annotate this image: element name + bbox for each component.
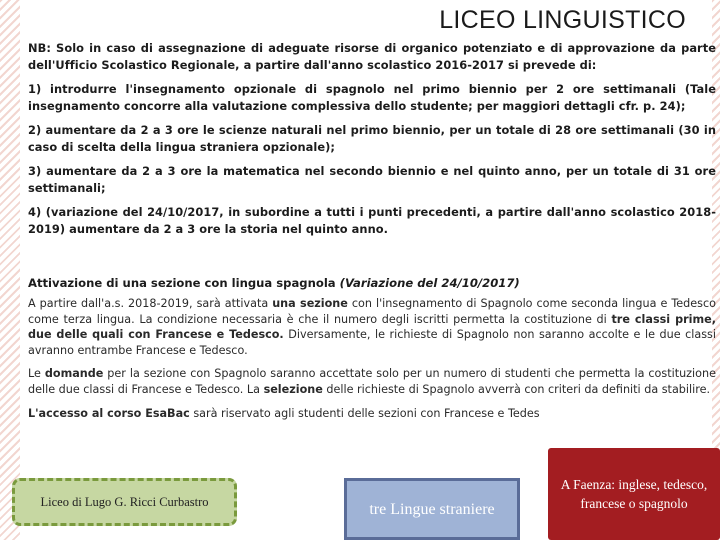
text-run: Diversamente, le richieste di Spagnolo non saranno accolte e le due classi avranno entrambe Francese e Tedesco. — [28, 328, 716, 357]
nb-item-4: 4) (variazione del 24/10/2017, in subordine a tutti i punti precedenti, a partire dall'anno scolastico 2018-2019) aumentare da 2 a 3 ore la storia nel quinto anno. — [28, 205, 716, 236]
text-run: A partire dall'a.s. 2018-2019, sarà attivata — [28, 297, 273, 310]
slide-title: LICEO LINGUISTICO — [439, 6, 686, 34]
document-scan — [28, 40, 716, 429]
lugo-school-box: Liceo di Lugo G. Ricci Curbastro — [12, 478, 237, 526]
text-run: con l'insegnamento di Spagnolo come seconda lingua e Tedesco come terza lingua. La condizione necessaria è che il numero degli iscritti permetta la costituzione di — [28, 297, 716, 326]
text-run: per la sezione con Spagnolo saranno accettate solo per un numero di studenti che permetta la costituzione delle due classi di Francese e Tedesco. La — [28, 367, 716, 396]
activation-paragraph-3 — [28, 406, 716, 422]
nb-item-2: 2) aumentare da 2 a 3 ore le scienze naturali nel primo biennio, per un totale di 28 ore settimanali (30 in caso di scelta della lingua straniera opzionale); — [28, 123, 716, 154]
nb-item-3: 3) aumentare da 2 a 3 ore la matematica nel secondo biennio e nel quinto anno, per un totale di 31 ore settimanali; — [28, 164, 716, 195]
text-run-bold: domande — [44, 367, 104, 381]
text-run: sarà riservato agli studenti delle sezioni con Francese e Tedes — [189, 406, 540, 420]
text-run: delle richieste di Spagnolo avverrà con criteri da definiti da stabilire. — [322, 382, 711, 396]
text-run: Le — [28, 367, 45, 381]
three-languages-box: tre Lingue straniere — [344, 478, 520, 540]
activation-paragraph-1 — [28, 296, 716, 358]
activation-heading-text: Attivazione di una sezione con lingua spagnola — [28, 276, 336, 290]
activation-heading — [28, 275, 716, 291]
activation-paragraph-2 — [28, 366, 716, 397]
activation-heading-date: (Variazione del 24/10/2017) — [339, 276, 520, 290]
nb-section — [28, 40, 716, 237]
nb-item-1: 1) introdurre l'insegnamento opzionale di spagnolo nel primo biennio per 2 ore settimanali (Tale insegnamento concorre alla valutazione complessiva dello studente; per maggiori dettagli cfr. p. 24); — [28, 82, 716, 113]
text-run-bold: tre classi prime, due delle quali con Francese e Tedesco. — [28, 312, 716, 342]
text-run-bold: selezione — [263, 382, 323, 396]
nb-intro: NB: Solo in caso di assegnazione di adeguate risorse di organico potenziato e di approvazione da parte dell'Ufficio Scolastico Regionale, a partire dall'anno scolastico 2016-2017 si prevede di: — [28, 41, 716, 72]
faenza-languages-box: A Faenza: inglese, tedesco, francese o spagnolo — [548, 448, 720, 540]
left-decorative-band — [0, 0, 20, 540]
text-run-bold: L'accesso al corso EsaBac — [28, 406, 190, 420]
text-run-bold: una sezione — [272, 297, 348, 310]
